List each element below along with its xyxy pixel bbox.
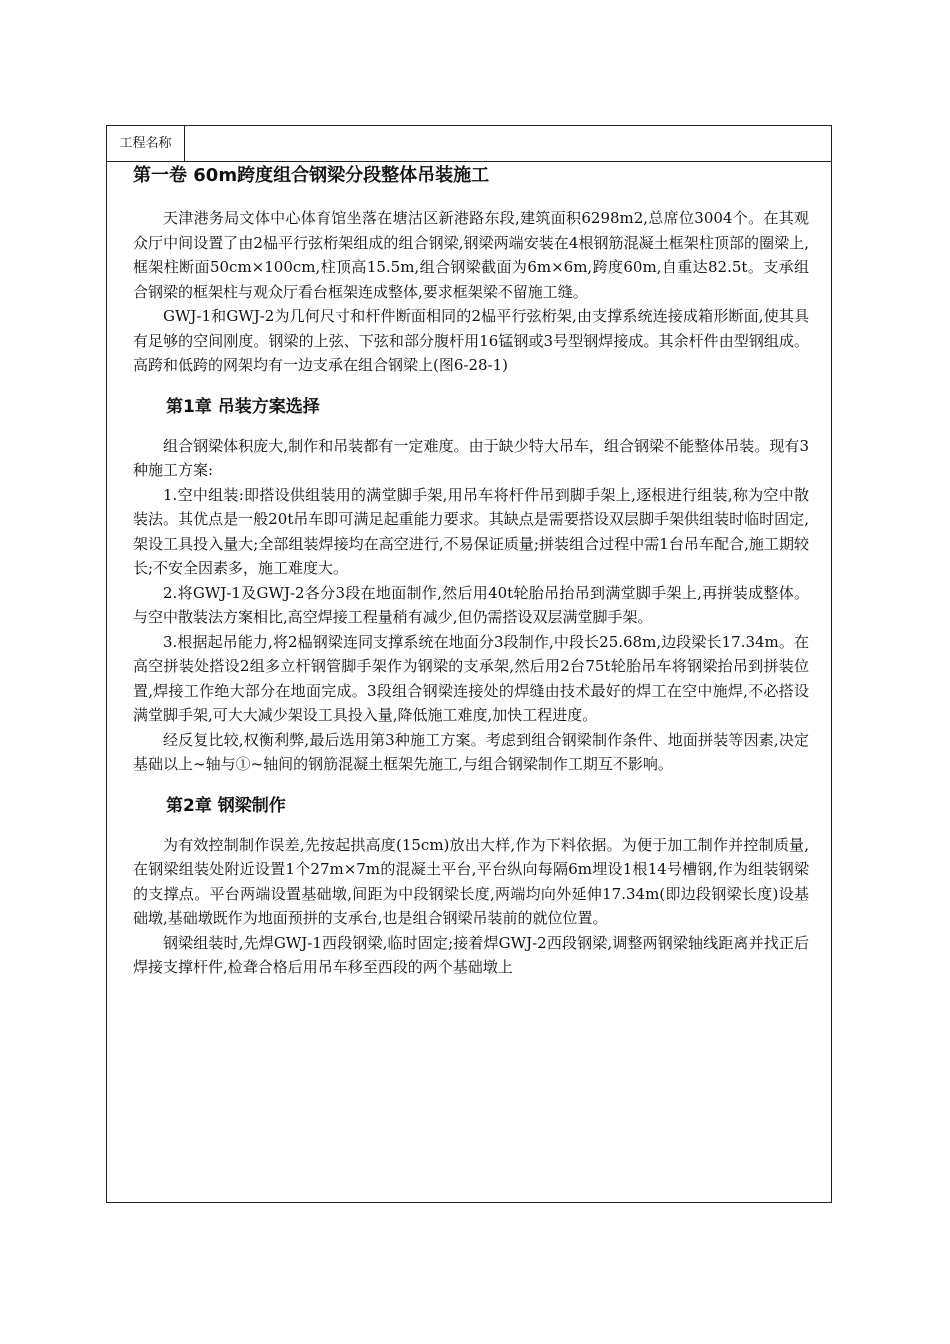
project-name-value: [186, 126, 831, 161]
chapter-1-paragraph-4: 3.根据起吊能力,将2榀钢梁连同支撑系统在地面分3段制作,中段长25.68m,边段梁长17.34m。在高空拼装处搭设2组多立杆钢管脚手架作为钢梁的支承架,然后用2台75t轮胎吊车将钢梁抬吊到拼装位置,焊接工作绝大部分在地面完成。3段组合钢梁连接处的焊缝由技术最好的焊工在空中施焊,不必搭设满堂脚手架,可大大减少架设工具投入量,降低施工难度,加快工程进度。: [133, 632, 809, 724]
chapter-1-paragraph-1: 组合钢梁体积庞大,制作和吊装都有一定难度。由于缺少特大吊车，组合钢梁不能整体吊装。现有3种施工方案:: [133, 436, 809, 479]
volume-title: 第一卷 60m跨度组合钢梁分段整体吊装施工: [133, 165, 490, 186]
document-body: [133, 162, 809, 980]
chapter-2-paragraph-1: 为有效控制制作误差,先按起拱高度(15cm)放出大样,作为下料依据。为便于加工制作并控制质量,在钢梁组装处附近设置1个27m×7m的混凝土平台,平台纵向每隔6m埋设1根14号槽钢,作为组装钢梁的支撑点。平台两端设置基础墩,间距为中段钢梁长度,两端均向外延伸17.34m(即边段钢梁长度)设基础墩,基础墩既作为地面预拼的支承台,也是组合钢梁吊装前的就位位置。: [133, 835, 809, 927]
project-name-label: 工程名称: [107, 126, 185, 161]
project-name-row: [107, 126, 831, 162]
chapter-1-title: 第1章 吊装方案选择: [166, 396, 320, 417]
chapter-2-paragraph-2: 钢梁组装时,先焊GWJ-1西段钢梁,临时固定;接着焊GWJ-2西段钢梁,调整两钢梁轴线距离并找正后焊接支撑杆件,检聋合格后用吊车移至西段的两个基础墩上: [133, 933, 809, 976]
document-frame: [106, 125, 832, 1203]
volume-paragraph-2: GWJ-1和GWJ-2为几何尺寸和杆件断面相同的2榀平行弦桁架,由支撑系统连接成箱形断面,使其具有足够的空间刚度。钢梁的上弦、下弦和部分腹杆用16锰钢或3号型钢焊接成。其余杆件由型钢组成。高跨和低跨的网架均有一边支承在组合钢梁上(图6-28-1): [133, 307, 809, 374]
chapter-2-title: 第2章 钢梁制作: [166, 795, 286, 816]
chapter-1-paragraph-5: 经反复比较,权衡利弊,最后选用第3种施工方案。考虑到组合钢梁制作条件、地面拼装等因素,决定基础以上~轴与①~轴间的钢筋混凝土框架先施工,与组合钢梁制作工期互不影响。: [133, 730, 809, 773]
chapter-1-paragraph-3: 2.将GWJ-1及GWJ-2各分3段在地面制作,然后用40t轮胎吊抬吊到满堂脚手架上,再拼装成整体。与空中散装法方案相比,高空焊接工程量稍有减少,但仍需搭设双层满堂脚手架。: [133, 583, 809, 626]
chapter-1-paragraph-2: 1.空中组装:即搭设供组装用的满堂脚手架,用吊车将杆件吊到脚手架上,逐根进行组装,称为空中散装法。其优点是一般20t吊车即可满足起重能力要求。其缺点是需要搭设双层脚手架供组装时临时固定,架设工具投入量大;全部组装焊接均在高空进行,不易保证质量;拼装组合过程中需1台吊车配合,施工期较长;不安全因素多，施工难度大。: [133, 485, 809, 577]
volume-paragraph-1: 天津港务局文体中心体育馆坐落在塘沽区新港路东段,建筑面积6298m2,总席位3004个。在其观众厅中间设置了由2榀平行弦桁架组成的组合钢梁,钢梁两端安装在4根钢筋混凝土框架柱顶部的圈梁上,框架柱断面50cm×100cm,柱顶高15.5m,组合钢梁截面为6m×6m,跨度60m,自重达82.5t。支承组合钢梁的框架柱与观众厅看台框架连成整体,要求框架梁不留施工缝。: [133, 209, 809, 301]
